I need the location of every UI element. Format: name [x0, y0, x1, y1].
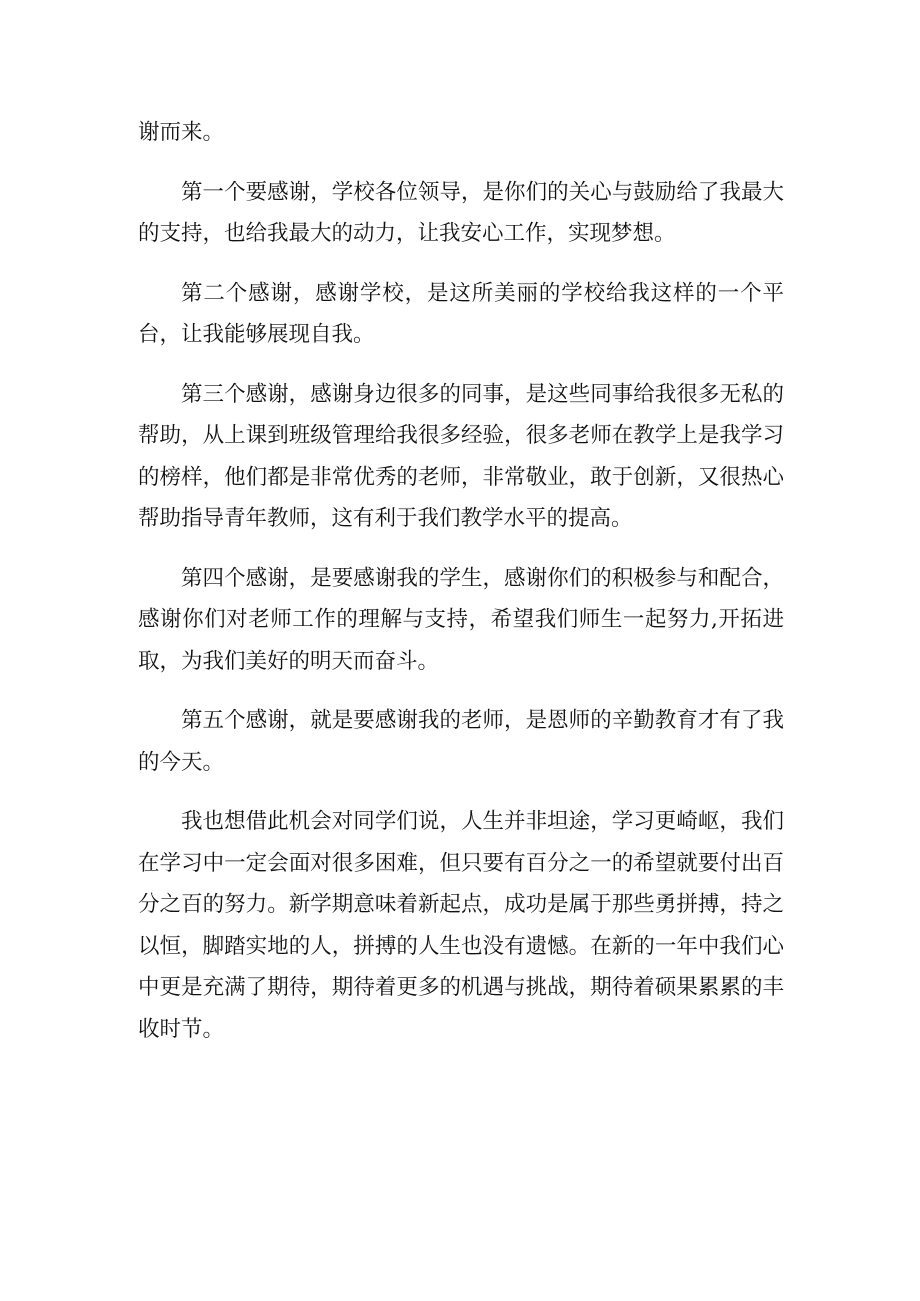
paragraph-thanks-leaders: 第一个要感谢，学校各位领导，是你们的关心与鼓励给了我最大的支持，也给我最大的动力，让我安心工作，实现梦想。	[138, 179, 784, 246]
paragraph-thanks-students: 第四个感谢，是要感谢我的学生，感谢你们的积极参与和配合，感谢你们对老师工作的理解与支持，希望我们师生一起努力,开拓进取，为我们美好的明天而奋斗。	[138, 565, 784, 674]
paragraph-thanks-teachers: 第五个感谢，就是要感谢我的老师，是恩师的辛勤教育才有了我的今天。	[138, 708, 784, 775]
paragraph-continuation: 谢而来。	[138, 120, 225, 145]
paragraph-thanks-school: 第二个感谢，感谢学校，是这所美丽的学校给我这样的一个平台，让我能够展现自我。	[138, 280, 784, 347]
paragraph-message-to-classmates: 我也想借此机会对同学们说，人生并非坦途，学习更崎岖，我们在学习中一定会面对很多困难，但只要有百分之一的希望就要付出百分之百的努力。新学期意味着新起点，成功是属于那些勇拼搏，持之以恒，脚踏实地的人，拼搏的人生也没有遗憾。在新的一年中我们心中更是充满了期待，期待着更多的机遇与挑战，期待着硕果累累的丰收时节。	[138, 809, 784, 1042]
document-body	[138, 112, 784, 1068]
paragraph-thanks-colleagues: 第三个感谢，感谢身边很多的同事，是这些同事给我很多无私的帮助，从上课到班级管理给我很多经验，很多老师在教学上是我学习的榜样，他们都是非常优秀的老师，非常敬业，敢于创新，又很热心帮助指导青年教师，这有利于我们教学水平的提高。	[138, 381, 784, 531]
